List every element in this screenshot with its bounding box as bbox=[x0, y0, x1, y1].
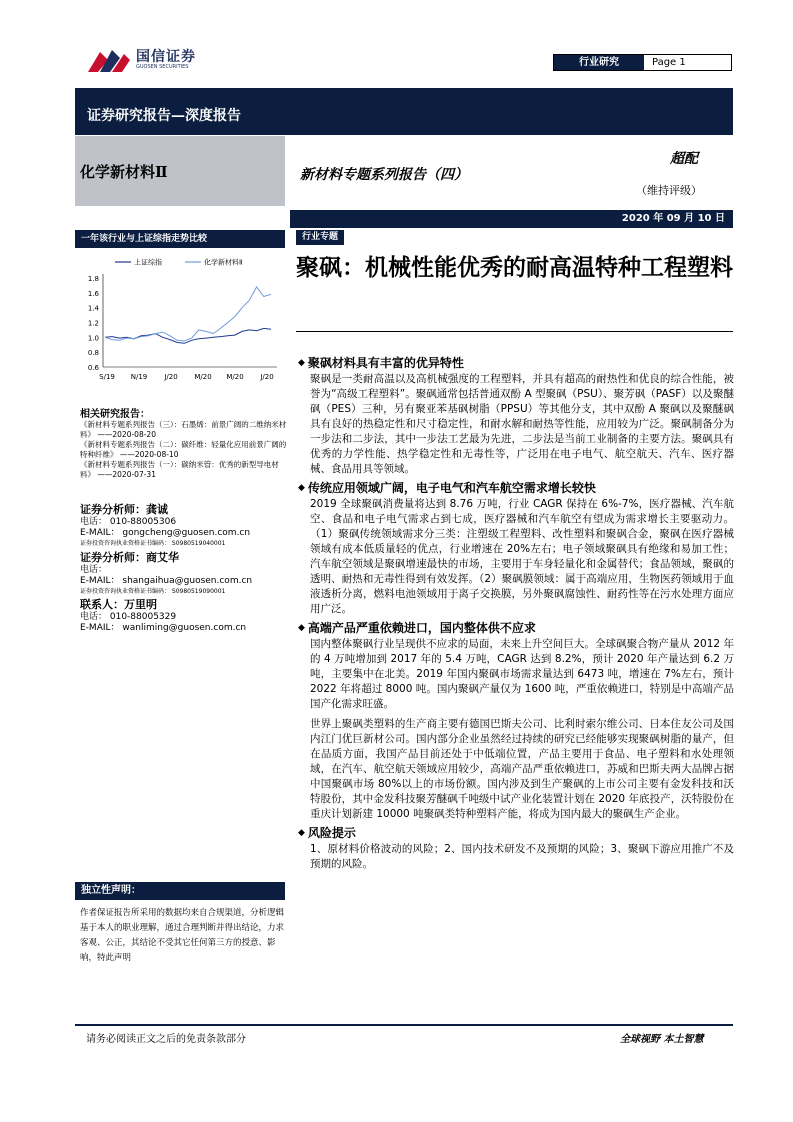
contact-name: 联系人：万里明 bbox=[80, 598, 157, 611]
section-paragraph: 1、原材料价格波动的风险；2、国内技术研发不及预期的风险；3、聚砜下游应用推广不及预期的风险。 bbox=[310, 843, 734, 870]
industry-name: 化学新材料Ⅱ bbox=[80, 163, 168, 181]
y-tick-label: 0.8 bbox=[87, 349, 99, 358]
legend-label: 化学新材料Ⅱ bbox=[204, 258, 243, 267]
report-title: 聚砜：机械性能优秀的耐高温特种工程塑料 bbox=[296, 254, 733, 281]
analyst-phone: 电话： 010-88005306 bbox=[80, 517, 177, 527]
y-tick-label: 1.6 bbox=[87, 289, 99, 298]
series-line bbox=[105, 287, 271, 341]
bullet-icon: ◆ bbox=[298, 358, 305, 368]
declaration-heading: 独立性声明： bbox=[75, 882, 285, 900]
section-paragraph: 世界上聚砜类塑料的生产商主要有德国巴斯夫公司、比利时索尔维公司、日本住友公司及国内江门优巨新材公司。国内部分企业虽然经过持续的研究已经能够实现聚砜树脂的量产，但在品质方面，我国产品目前还处于中低端位置，产品主要用于食品、电子塑料和水处理领域，在汽车、航空航天领域应用较少，高端产品严重依赖进口，苏威和巴斯夫两大品牌占据中国聚砜市场 80%以上的市场份额。国内涉及到生产聚砜的上市公司主要有金发科技和沃特股份，其中金发科技聚芳醚砜千吨级中试产业化装置计划在 2020 年底投产，沃特股份在重庆计划新建 10000 吨聚砜类特种塑料产能，将成为国内最大的聚砜生产企业。 bbox=[310, 718, 734, 820]
section-paragraph: 国内整体聚砜行业呈现供不应求的局面，未来上升空间巨大。全球砜聚合物产量从 2012 年的 4 万吨增加到 2017 年的 5.4 万吨，CAGR 达到 8.2%，预计 2020 年产量达到 6.2 万吨，主要集中在北美。2019 年国内聚砜市场需求量达到 6473 吨，增速在 7%左右，预计 2022 年将超过 8000 吨。国内聚砜产量仅为 1600 吨，严重依赖进口，特别是中高端产品国产化需求旺盛。 bbox=[310, 638, 734, 710]
report-date: 2020 年 09 月 10 日 bbox=[290, 210, 733, 228]
analyst-name: 证券分析师：龚诚 bbox=[80, 503, 168, 516]
rating-main: 超配 bbox=[670, 151, 698, 167]
analyst-block bbox=[80, 503, 290, 548]
x-tick-label: N/19 bbox=[130, 373, 148, 381]
x-tick-label: J/20 bbox=[164, 373, 178, 381]
logo-en-text: GUOSEN SECURITIES bbox=[136, 64, 189, 70]
company-logo bbox=[86, 44, 206, 74]
report-tag: 行业专题 bbox=[296, 230, 344, 245]
analyst-email[interactable]: E-MAIL： shangaihua@guosen.com.cn bbox=[80, 576, 253, 586]
y-tick-label: 1.8 bbox=[87, 275, 99, 283]
header-box bbox=[553, 54, 732, 71]
analyst-block bbox=[80, 551, 290, 596]
bullet-icon: ◆ bbox=[298, 623, 305, 633]
section-paragraph: 2019 全球聚砜消费量将达到 8.76 万吨，行业 CAGR 保持在 6%-7%，医疗器械、汽车航空、食品和电子电气需求占到七成，医疗器械和汽车航空有望成为需求增长主要驱动力。（1）聚砜传统领域需求分三类：注塑级工程塑料、改性塑料和聚砜合金，聚砜在医疗器械领域有成本低质量轻的优点，行业增速在 20%左右；电子领域聚砜具有绝缘和易加工性；汽车航空领域是聚砜增速最快的市场，主要用于车身轻量化和金属替代；食品领域，聚砜的透明、耐热和无毒性得到有效发挥。（2）聚砜膜领域：属于高端应用，生物医药领域用于血液透析分离，燃料电池领域用于离子交换膜，另外聚砜腐蚀性、耐药性等在污水处理方面应用广泛。 bbox=[310, 498, 734, 615]
y-tick-label: 1.2 bbox=[87, 319, 99, 328]
footer-disclaimer: 请务必阅读正文之后的免责条款部分 bbox=[86, 1034, 246, 1045]
contact-block bbox=[80, 598, 290, 634]
declaration-text: 作者保证报告所采用的数据均来自合规渠道，分析逻辑基于本人的职业理解，通过合理判断并得出结论，力求客观、公正，其结论不受其它任何第三方的授意、影响，特此声明 bbox=[80, 908, 285, 963]
section-heading: ◆ 高端产品严重依赖进口，国内整体供不应求 bbox=[298, 621, 536, 635]
analyst-phone: 电话： bbox=[80, 565, 108, 575]
x-tick-label: J/20 bbox=[260, 373, 274, 381]
logo-mark-icon bbox=[86, 46, 132, 74]
series-line bbox=[105, 328, 271, 343]
y-tick-label: 0.6 bbox=[87, 364, 99, 372]
related-item: 《新材料专题系列报告（一）：碳纳米管：优秀的新型导电材料》 ——2020-07-31 bbox=[80, 460, 279, 479]
analyst-name: 证券分析师：商艾华 bbox=[80, 551, 179, 564]
x-tick-label: M/20 bbox=[194, 373, 212, 381]
x-tick-label: M/20 bbox=[226, 373, 244, 381]
bullet-icon: ◆ bbox=[298, 483, 305, 493]
section-heading: ◆ 聚砜材料具有丰富的优异特性 bbox=[298, 356, 464, 370]
section-heading: ◆ 风险提示 bbox=[298, 826, 356, 840]
section-heading: ◆ 传统应用领域广阔，电子电气和汽车航空需求增长较快 bbox=[298, 481, 596, 495]
header-category: 行业研究 bbox=[554, 55, 644, 70]
legend-label: 上证综指 bbox=[134, 258, 162, 267]
analyst-email[interactable]: E-MAIL： gongcheng@guosen.com.cn bbox=[80, 528, 251, 538]
x-tick-label: S/19 bbox=[99, 373, 115, 381]
contact-email[interactable]: E-MAIL： wanliming@guosen.com.cn bbox=[80, 623, 247, 633]
report-type-banner: 证券研究报告—深度报告 bbox=[75, 88, 733, 135]
related-item: 《新材料专题系列报告（三）：石墨烯：前景广阔的二维纳米材料》 ——2020-08-20 bbox=[80, 420, 287, 439]
contact-phone: 电话： 010-88005329 bbox=[80, 612, 177, 622]
footer-divider bbox=[75, 1024, 733, 1026]
y-tick-label: 1.4 bbox=[87, 304, 99, 313]
rating-sub: （维持评级） bbox=[636, 184, 702, 197]
section-paragraph: 聚砜是一类耐高温以及高机械强度的工程塑料，并具有超高的耐热性和优良的综合性能，被誉为“高级工程塑料”。聚砜通常包括普通双酚 A 型聚砜（PSU）、聚芳砜（PASF）以及聚醚砜（PES）三种，另有聚亚苯基砜树脂（PPSU）等其他分支，其中双酚 A 聚砜以及聚醚砜具有良好的热稳定性和尺寸稳定性，和耐水解和耐热等性能，应用较为广泛。聚砜制备分为一步法和二步法，其中一步法工艺最为先进，二步法是当前工业制备的主要方法。聚砜具有优秀的力学性能、热学稳定性和无毒性等，广泛用在电子电气、航空航天、汽车、医疗器械、食品用具等领域。 bbox=[310, 373, 734, 475]
report-body bbox=[298, 352, 734, 872]
analyst-cert: 证券投资咨询执业资格证书编码： S0980519040001 bbox=[80, 540, 226, 547]
y-tick-label: 1.0 bbox=[87, 334, 99, 343]
series-title: 新材料专题系列报告（四） bbox=[300, 167, 468, 183]
footer-slogan: 全球视野 本土智慧 bbox=[620, 1034, 704, 1045]
logo-cn-text: 国信证券 bbox=[136, 49, 196, 65]
title-divider bbox=[296, 331, 733, 332]
bullet-icon: ◆ bbox=[298, 828, 305, 838]
related-reports bbox=[80, 405, 290, 480]
related-heading: 相关研究报告： bbox=[80, 409, 150, 420]
related-item: 《新材料专题系列报告（二）：碳纤维：轻量化应用前景广阔的特种纤维》 ——2020-08-10 bbox=[80, 440, 287, 459]
page-number: Page 1 bbox=[652, 57, 686, 68]
analyst-cert: 证券投资咨询执业资格证书编码： S0980519090001 bbox=[80, 588, 226, 595]
trend-chart bbox=[75, 252, 285, 386]
chart-heading: 一年该行业与上证综指走势比较 bbox=[75, 230, 285, 248]
